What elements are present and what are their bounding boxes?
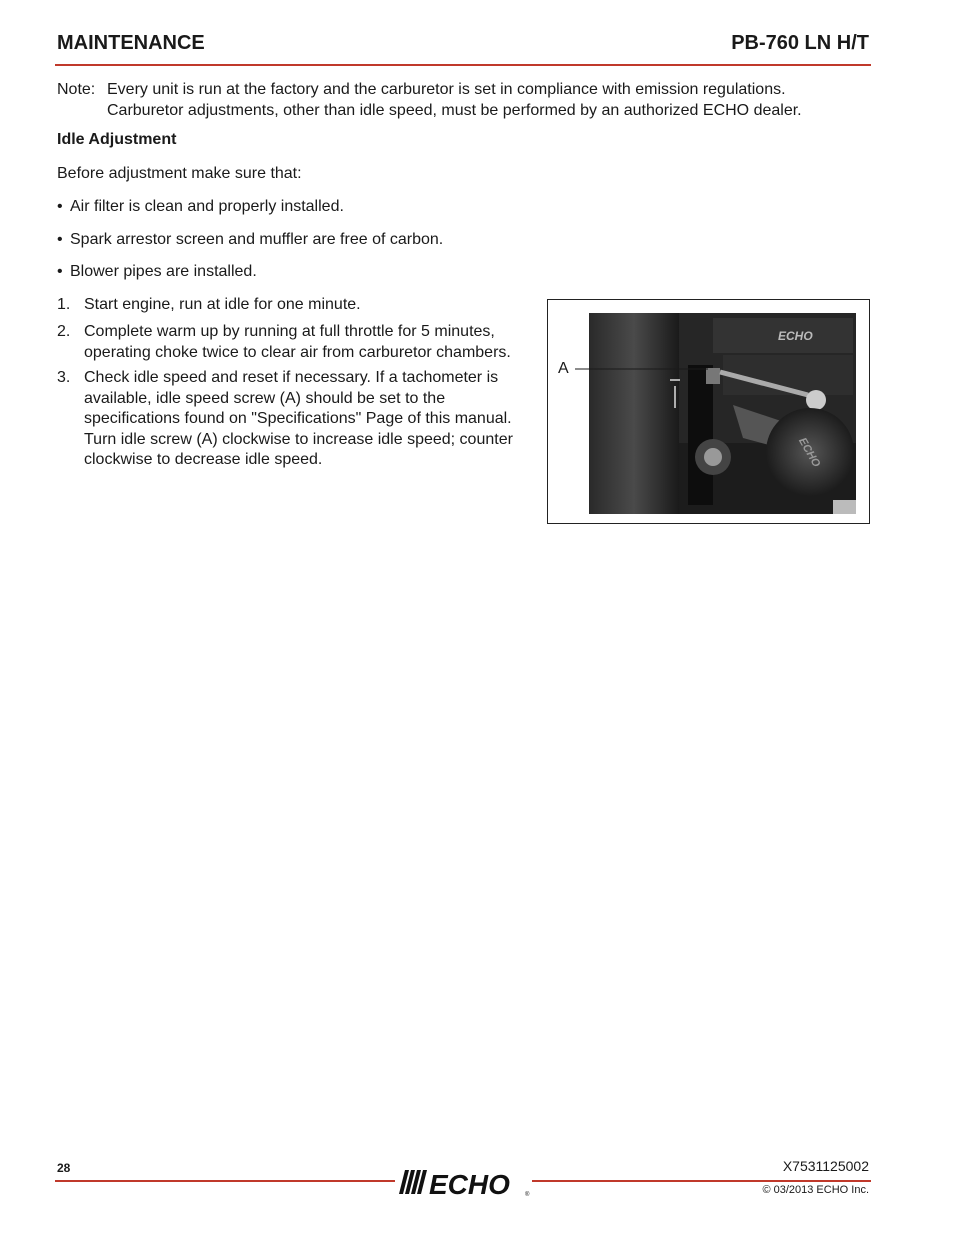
svg-text:®: ® — [525, 1192, 530, 1198]
model-number: PB-760 LN H/T — [731, 32, 869, 54]
step-number: 2. — [57, 323, 71, 340]
page-number: 28 — [57, 1161, 71, 1175]
bullet-item: • Blower pipes are installed. — [57, 263, 257, 280]
step-text: Complete warm up by running at full throttle for 5 minutes, operating choke twice to clear air from carburetor chambers. — [84, 323, 511, 361]
note-text — [107, 79, 887, 121]
note-line-2: Carburetor adjustments, other than idle speed, must be performed by an authorized ECHO dealer. — [107, 102, 802, 119]
header-divider — [55, 64, 871, 66]
callout-label: A — [558, 360, 569, 377]
step-text: Start engine, run at idle for one minute. — [84, 296, 361, 313]
footer-divider-left — [55, 1180, 395, 1182]
carburetor-photo — [548, 300, 869, 523]
bullet-dot: • — [57, 263, 63, 280]
document-number: X7531125002 — [782, 1158, 869, 1174]
carburetor-figure — [547, 299, 870, 524]
note-line-1: Every unit is run at the factory and the carburetor is set in compliance with emission regulations. — [107, 81, 786, 98]
page-section-title: MAINTENANCE — [57, 32, 205, 54]
step-text: Check idle speed and reset if necessary. If a tachometer is available, idle speed screw (A) should be set to the specifications found on "Specifications" Page of this manual. Turn idle screw (A) clockwise to increase idle speed; counter clockwise to decrease idle speed. — [84, 369, 513, 468]
step-number: 3. — [57, 369, 71, 386]
step-number: 1. — [57, 296, 71, 313]
section-heading: Idle Adjustment — [57, 131, 177, 148]
intro-text: Before adjustment make sure that: — [57, 165, 302, 182]
cover-logo: ECHO — [795, 435, 823, 470]
bullet-item: • Air filter is clean and properly installed. — [57, 198, 344, 215]
footer-divider-right — [532, 1180, 871, 1182]
bullet-dot: • — [57, 231, 63, 248]
copyright-text: © 03/2013 ECHO Inc. — [762, 1184, 869, 1196]
note-label: Note: — [57, 81, 96, 98]
echo-logo — [393, 1164, 533, 1200]
photo-logo: ECHO — [778, 329, 813, 343]
bullet-dot: • — [57, 198, 63, 215]
bullet-item: • Spark arrestor screen and muffler are free of carbon. — [57, 231, 444, 248]
echo-logo-text: ECHO — [429, 1169, 510, 1200]
